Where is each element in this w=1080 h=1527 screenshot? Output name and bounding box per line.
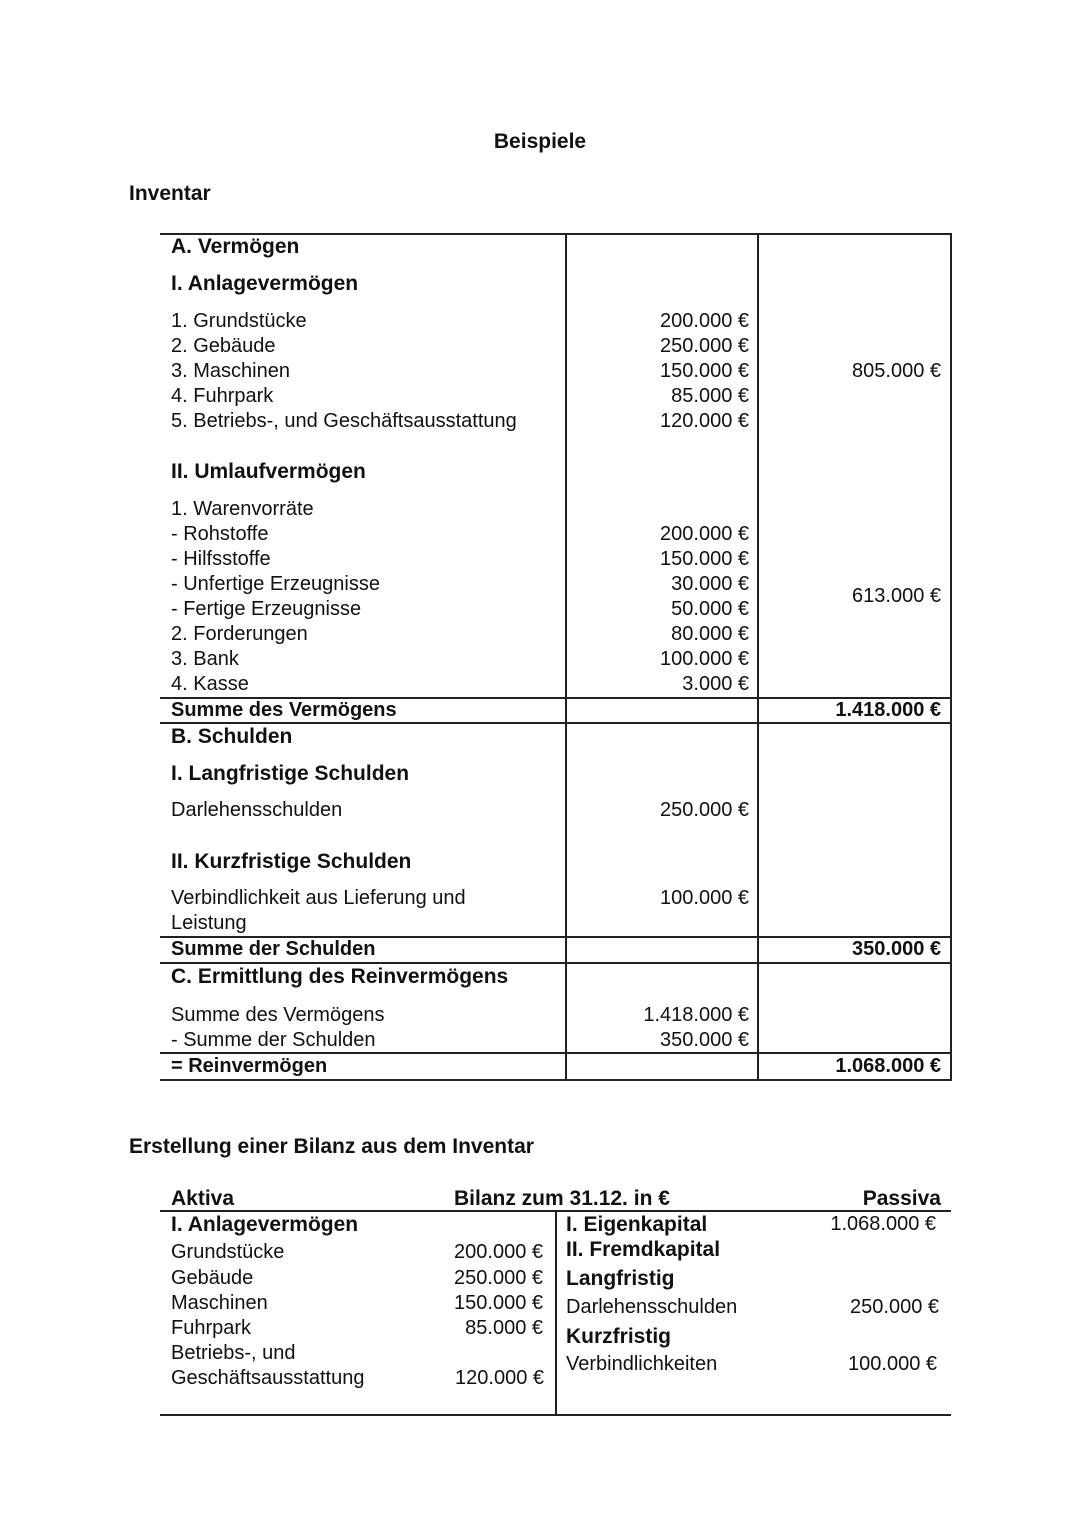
- aktiva-item-value: 120.000 €: [455, 1367, 544, 1389]
- list-item-label: - Unfertige Erzeugnisse: [171, 573, 380, 595]
- bilanz-title: Bilanz zum 31.12. in €: [454, 1187, 670, 1210]
- list-item-value: 3.000 €: [682, 673, 749, 695]
- verbindlichkeit-label-line2: Leistung: [171, 912, 247, 934]
- aktiva-header: Aktiva: [171, 1187, 235, 1210]
- list-item-value: 30.000 €: [671, 573, 749, 595]
- aktiva-item-label: Fuhrpark: [171, 1317, 252, 1339]
- summe-schulden-label: Summe der Schulden: [171, 938, 376, 960]
- passiva-header: Passiva: [862, 1187, 941, 1210]
- section-b-heading: B. Schulden: [171, 725, 293, 748]
- reinvermoegen-value: 1.068.000 €: [835, 1055, 941, 1077]
- table-border-right: [950, 233, 952, 1081]
- list-item-label: 4. Kasse: [171, 673, 249, 695]
- list-item-value: 50.000 €: [671, 598, 749, 620]
- list-item-label: 4. Fuhrpark: [171, 385, 274, 407]
- calc-value: 1.418.000 €: [643, 1004, 749, 1026]
- page-title: Beispiele: [493, 130, 587, 153]
- umlaufvermoegen-heading: II. Umlaufvermögen: [171, 460, 366, 483]
- list-item-value: 120.000 €: [660, 410, 749, 432]
- kurzfristig-label: Kurzfristig: [566, 1325, 671, 1348]
- list-item-label: 1. Grundstücke: [171, 310, 307, 332]
- bilanz-heading: Erstellung einer Bilanz aus dem Inventar: [129, 1135, 534, 1158]
- langfristige-heading: I. Langfristige Schulden: [171, 762, 410, 785]
- list-item-label: 3. Bank: [171, 648, 239, 670]
- list-item-label: 2. Gebäude: [171, 335, 276, 357]
- list-item-value: 150.000 €: [660, 548, 749, 570]
- list-item-label: 5. Betriebs-, und Geschäftsausstattung: [171, 410, 517, 432]
- list-item-label: - Rohstoffe: [171, 523, 269, 545]
- verbindlichkeit-label-line1: Verbindlichkeit aus Lieferung und: [171, 887, 466, 909]
- list-item-value: 100.000 €: [660, 648, 749, 670]
- aktiva-item-label: Grundstücke: [171, 1241, 285, 1263]
- bilanz-center-line: [555, 1211, 557, 1415]
- aktiva-item-value: 150.000 €: [454, 1292, 543, 1314]
- list-item-value: 150.000 €: [660, 360, 749, 382]
- list-item-value: 200.000 €: [660, 523, 749, 545]
- calc-value: 350.000 €: [660, 1029, 749, 1051]
- aktiva-item-label: Gebäude: [171, 1267, 254, 1289]
- calc-label: Summe des Vermögens: [171, 1004, 385, 1026]
- divider-summe-vermoegen-bottom: [160, 722, 951, 724]
- darlehen-label: Darlehensschulden: [171, 799, 343, 821]
- eigenkapital-label: I. Eigenkapital: [566, 1213, 708, 1236]
- list-item-value: 250.000 €: [660, 335, 749, 357]
- col-divider-1: [565, 233, 567, 1081]
- bilanz-bottom-line: [160, 1414, 951, 1416]
- langfristig-label: Langfristig: [566, 1267, 675, 1290]
- verbindlichkeiten-passiva-label: Verbindlichkeiten: [566, 1353, 718, 1375]
- section-c-heading: C. Ermittlung des Reinvermögens: [171, 965, 509, 988]
- verbindlichkeit-value: 100.000 €: [660, 887, 749, 909]
- section-a-heading: A. Vermögen: [171, 235, 300, 258]
- col-divider-2: [757, 233, 759, 1081]
- aktiva-item-label-line2: Geschäftsausstattung: [171, 1367, 365, 1389]
- darlehen-passiva-label: Darlehensschulden: [566, 1296, 738, 1318]
- list-item-value: 200.000 €: [660, 310, 749, 332]
- umlauf-subtotal: 613.000 €: [852, 585, 941, 607]
- darlehen-passiva-value: 250.000 €: [850, 1296, 939, 1318]
- divider-reinvermoegen-top: [160, 1052, 951, 1054]
- aktiva-item-value: 85.000 €: [465, 1317, 543, 1339]
- anlagevermoegen-heading: I. Anlagevermögen: [171, 272, 359, 295]
- reinvermoegen-label: = Reinvermögen: [171, 1055, 328, 1077]
- darlehen-value: 250.000 €: [660, 799, 749, 821]
- divider-summe-schulden-bottom: [160, 962, 951, 964]
- anlage-subtotal: 805.000 €: [852, 360, 941, 382]
- aktiva-item-label: Maschinen: [171, 1292, 268, 1314]
- verbindlichkeiten-passiva-value: 100.000 €: [848, 1353, 937, 1375]
- list-item-value: 85.000 €: [671, 385, 749, 407]
- list-item-value: 80.000 €: [671, 623, 749, 645]
- summe-vermoegen-label: Summe des Vermögens: [171, 699, 397, 721]
- inventar-heading: Inventar: [129, 182, 211, 205]
- summe-vermoegen-value: 1.418.000 €: [835, 699, 941, 721]
- list-item-label: 1. Warenvorräte: [171, 498, 314, 520]
- aktiva-item-value: 250.000 €: [454, 1267, 543, 1289]
- fremdkapital-label: II. Fremdkapital: [566, 1238, 721, 1261]
- aktiva-anlage-heading: I. Anlagevermögen: [171, 1213, 359, 1236]
- eigenkapital-value: 1.068.000 €: [830, 1213, 936, 1235]
- list-item-label: 3. Maschinen: [171, 360, 290, 382]
- kurzfristige-heading: II. Kurzfristige Schulden: [171, 850, 412, 873]
- aktiva-item-value: 200.000 €: [454, 1241, 543, 1263]
- list-item-label: - Hilfsstoffe: [171, 548, 271, 570]
- summe-schulden-value: 350.000 €: [852, 938, 941, 960]
- aktiva-item-label-line1: Betriebs-, und: [171, 1342, 296, 1364]
- table-border-bottom: [160, 1079, 951, 1081]
- calc-label: - Summe der Schulden: [171, 1029, 376, 1051]
- list-item-label: - Fertige Erzeugnisse: [171, 598, 362, 620]
- list-item-label: 2. Forderungen: [171, 623, 308, 645]
